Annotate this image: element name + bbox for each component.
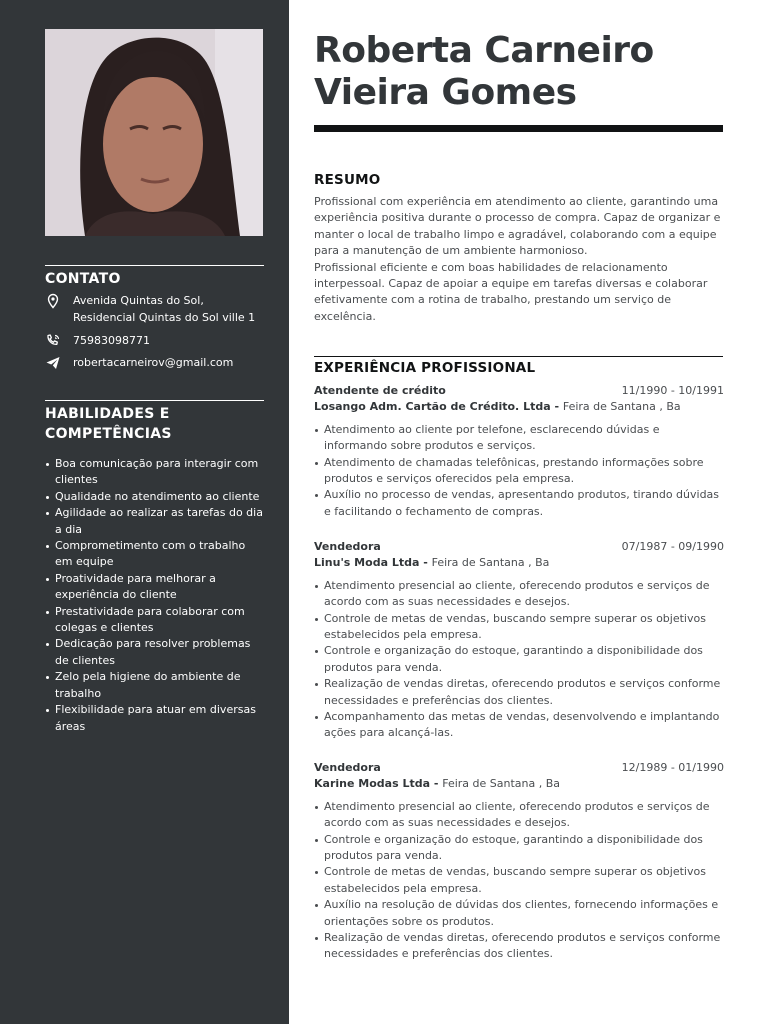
skill-item: Zelo pela higiene do ambiente de trabalho bbox=[45, 669, 264, 702]
contact-phone bbox=[45, 332, 264, 349]
skill-item: Qualidade no atendimento ao cliente bbox=[45, 489, 264, 505]
job-location: Feira de Santana , Ba bbox=[442, 777, 561, 791]
send-icon bbox=[45, 355, 61, 371]
skill-item: Proatividade para melhorar a experiência do cliente bbox=[45, 571, 264, 604]
address-text: Avenida Quintas do Sol, Residencial Quintas do Sol ville 1 bbox=[73, 294, 256, 324]
job-company: Karine Modas Ltda - bbox=[314, 777, 443, 791]
job-duty-item: Atendimento presencial ao cliente, oferecendo produtos e serviços de acordo com as suas necessidades e desejos. bbox=[314, 578, 724, 611]
job-duty-item: Realização de vendas diretas, oferecendo produtos e serviços conforme necessidades e preferências dos clientes. bbox=[314, 676, 724, 709]
summary-paragraph: Profissional com experiência em atendimento ao cliente, garantindo uma experiência positiva durante o processo de compra. Capaz de organizar e manter o local de trabalho limpo e agradável, colaborando com a equipe para a manutenção de um ambiente harmonioso. bbox=[314, 195, 721, 258]
job-duty-item: Controle e organização do estoque, garantindo a disponibilidade dos produtos para venda. bbox=[314, 832, 724, 865]
contact-heading: CONTATO bbox=[45, 271, 121, 287]
candidate-name: Roberta Carneiro Vieira Gomes bbox=[314, 30, 654, 113]
profile-photo bbox=[45, 29, 263, 236]
job-duties bbox=[314, 578, 724, 742]
summary-text bbox=[314, 194, 723, 325]
job-location: Feira de Santana , Ba bbox=[562, 400, 681, 414]
skills-heading: HABILIDADES E COMPETÊNCIAS bbox=[45, 406, 172, 442]
job-duty-item: Acompanhamento das metas de vendas, desenvolvendo e implantando ações para alcançá-las. bbox=[314, 709, 724, 742]
contact-section bbox=[45, 265, 264, 289]
skills-divider bbox=[45, 400, 264, 401]
job-company: Losango Adm. Cartão de Crédito. Ltda - bbox=[314, 400, 563, 414]
job-dates: 07/1987 - 09/1990 bbox=[621, 540, 724, 553]
job-company-line bbox=[314, 555, 724, 571]
summary-heading: RESUMO bbox=[314, 172, 381, 188]
skill-item: Agilidade ao realizar as tarefas do dia a dia bbox=[45, 505, 264, 538]
skill-item: Dedicação para resolver problemas de clientes bbox=[45, 636, 264, 669]
experience-heading: EXPERIÊNCIA PROFISSIONAL bbox=[314, 360, 536, 376]
job-entry bbox=[314, 760, 724, 963]
job-title: Vendedora bbox=[314, 761, 381, 774]
contact-divider bbox=[45, 265, 264, 266]
skill-item: Comprometimento com o trabalho em equipe bbox=[45, 538, 264, 571]
job-duty-item: Atendimento ao cliente por telefone, esclarecendo dúvidas e informando sobre produtos e serviços. bbox=[314, 422, 724, 455]
summary-paragraph: Profissional eficiente e com boas habilidades de relacionamento interpessoal. Capaz de apoiar a equipe em tarefas diversas e colaborar efetivamente com a rotina de trabalho, prestando um serviço de excelência. bbox=[314, 260, 708, 323]
email-text: robertacarneirov@gmail.com bbox=[73, 356, 234, 369]
job-header bbox=[314, 383, 724, 399]
contact-email bbox=[45, 354, 264, 371]
job-location: Feira de Santana , Ba bbox=[431, 556, 550, 570]
job-dates: 12/1989 - 01/1990 bbox=[621, 761, 724, 774]
job-entry bbox=[314, 539, 724, 742]
job-header bbox=[314, 760, 724, 776]
job-title: Vendedora bbox=[314, 540, 381, 553]
job-dates: 11/1990 - 10/1991 bbox=[621, 384, 724, 397]
experience-divider bbox=[314, 356, 723, 357]
skill-item: Prestatividade para colaborar com colegas e clientes bbox=[45, 604, 264, 637]
skill-item: Boa comunicação para interagir com clientes bbox=[45, 456, 264, 489]
skill-item: Flexibilidade para atuar em diversas áreas bbox=[45, 702, 264, 735]
job-duties bbox=[314, 422, 724, 520]
job-entry bbox=[314, 383, 724, 520]
job-header bbox=[314, 539, 724, 555]
job-duty-item: Controle de metas de vendas, buscando sempre superar os objetivos estabelecidos pela empresa. bbox=[314, 864, 724, 897]
job-duty-item: Controle e organização do estoque, garantindo a disponibilidade dos produtos para venda. bbox=[314, 643, 724, 676]
location-pin-icon bbox=[45, 293, 61, 309]
phone-icon bbox=[45, 333, 61, 349]
job-duty-item: Auxílio na resolução de dúvidas dos clientes, fornecendo informações e orientações sobre os produtos. bbox=[314, 897, 724, 930]
skills-list bbox=[45, 456, 264, 735]
job-company: Linu's Moda Ltda - bbox=[314, 556, 432, 570]
job-duty-item: Controle de metas de vendas, buscando sempre superar os objetivos estabelecidos pela empresa. bbox=[314, 611, 724, 644]
job-company-line bbox=[314, 776, 724, 792]
job-duty-item: Atendimento de chamadas telefônicas, prestando informações sobre produtos e serviços oferecidos pela empresa. bbox=[314, 455, 724, 488]
job-company-line bbox=[314, 399, 724, 415]
skills-section bbox=[45, 400, 264, 735]
phone-text: 75983098771 bbox=[73, 334, 150, 347]
sidebar bbox=[0, 0, 289, 1024]
contact-address bbox=[45, 292, 264, 326]
job-duty-item: Atendimento presencial ao cliente, oferecendo produtos e serviços de acordo com as suas necessidades e desejos. bbox=[314, 799, 724, 832]
job-duty-item: Auxílio no processo de vendas, apresentando produtos, tirando dúvidas e facilitando o fechamento de compras. bbox=[314, 487, 724, 520]
contact-list bbox=[45, 292, 264, 392]
job-duties bbox=[314, 799, 724, 963]
profile-photo-icon bbox=[45, 29, 263, 236]
job-title: Atendente de crédito bbox=[314, 384, 446, 397]
job-duty-item: Realização de vendas diretas, oferecendo produtos e serviços conforme necessidades e preferências dos clientes. bbox=[314, 930, 724, 963]
name-underline bbox=[314, 125, 723, 132]
